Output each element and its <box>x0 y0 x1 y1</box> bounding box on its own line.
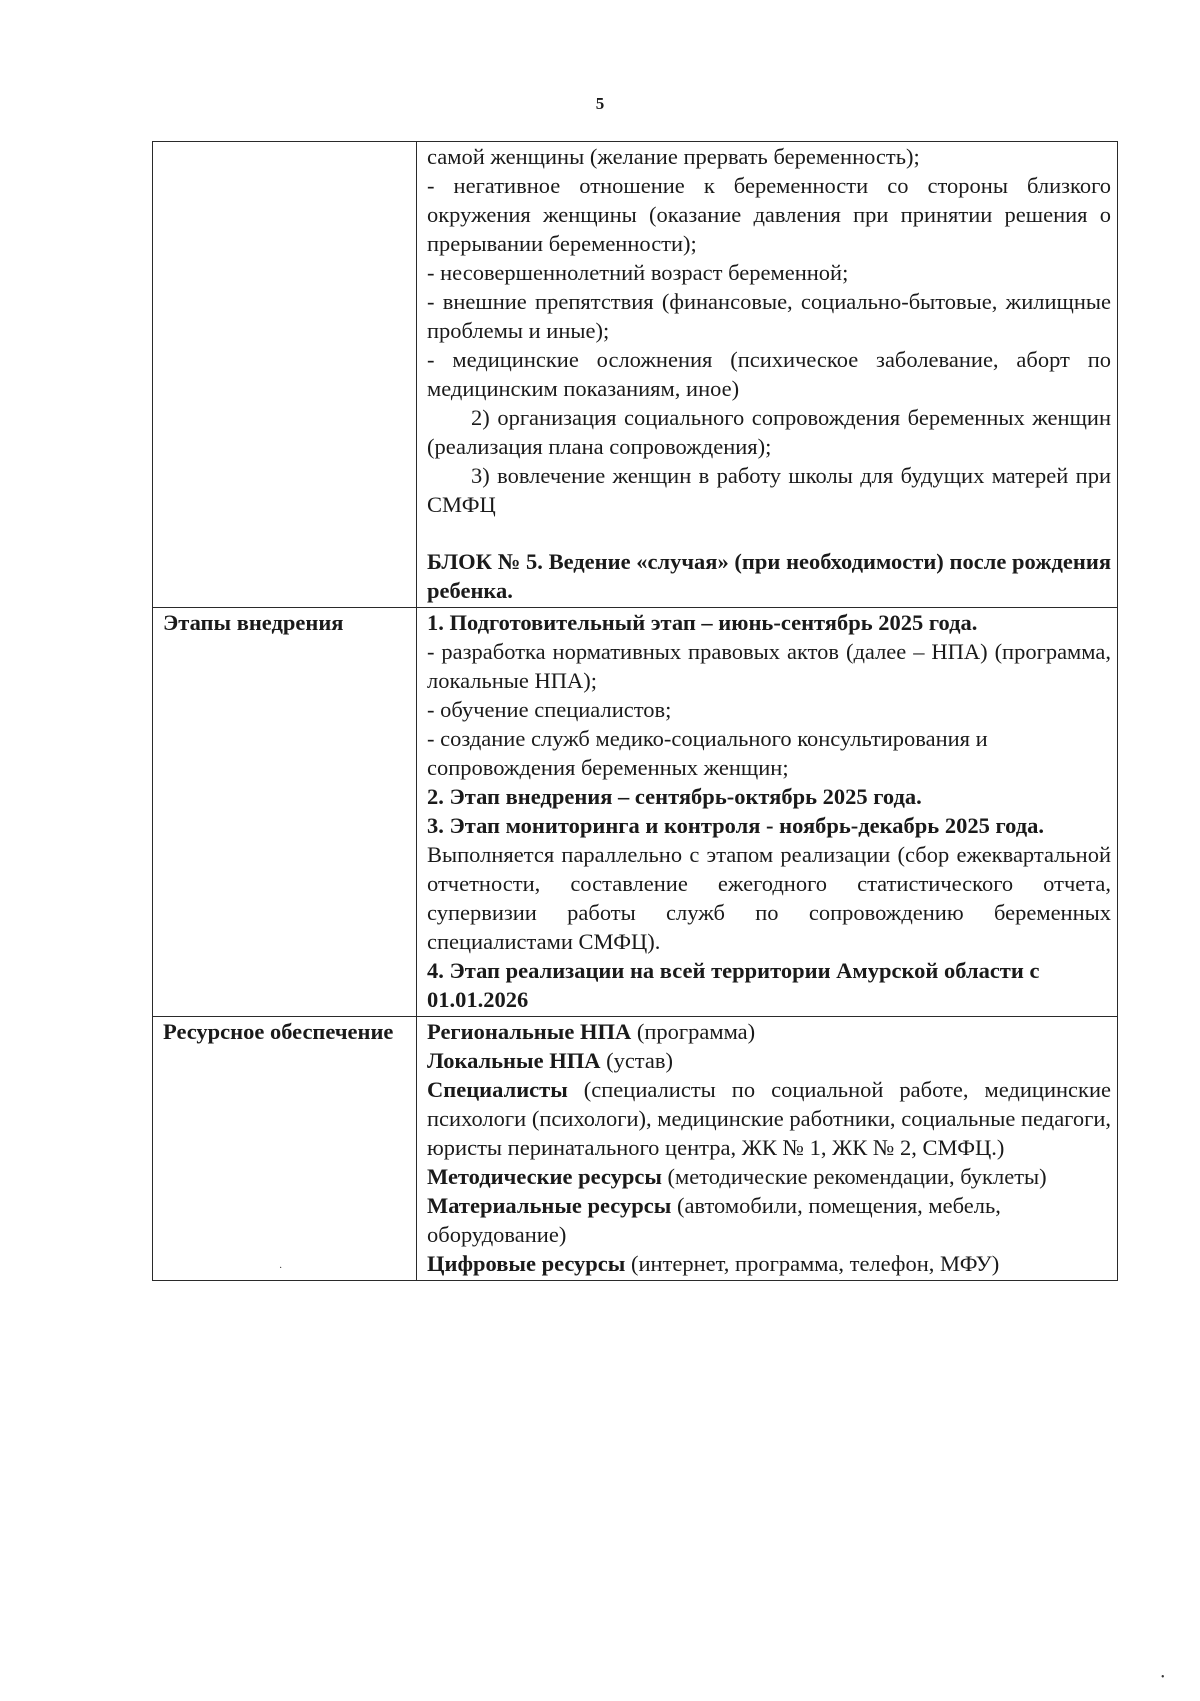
resource-item <box>427 1017 1111 1046</box>
resource-title: Материальные ресурсы <box>427 1193 672 1218</box>
resource-item <box>427 1191 1111 1249</box>
row-content-stages <box>417 608 1118 1017</box>
stage-heading: 2. Этап внедрения – сентябрь-октябрь 2025 года. <box>427 784 922 809</box>
stage-heading: 3. Этап мониторинга и контроля - ноябрь-декабрь 2025 года. <box>427 813 1044 838</box>
resource-text: (методические рекомендации, буклеты) <box>661 1164 1047 1189</box>
resource-title: Региональные НПА <box>427 1019 632 1044</box>
resource-text: (интернет, программа, телефон, МФУ) <box>625 1251 1000 1276</box>
list-item: 3) вовлечение женщин в работу школы для будущих матерей при СМФЦ <box>427 463 1111 517</box>
list-item: самой женщины (желание прервать беременность); <box>427 144 920 169</box>
document-table <box>152 141 1118 1281</box>
resource-title: Локальные НПА <box>427 1048 601 1073</box>
resource-text: (программа) <box>631 1019 756 1044</box>
list-item: - создание служб медико-социального консультирования и сопровождения беременных женщин; <box>427 726 988 780</box>
stage-heading: 1. Подготовительный этап – июнь-сентябрь 2025 года. <box>427 610 978 635</box>
list-item: - негативное отношение к беременности со стороны близкого окружения женщины (оказание давления при принятии решения о прерывании беременности); <box>427 173 1111 256</box>
resource-item <box>427 1046 1111 1075</box>
resource-item <box>427 1075 1111 1162</box>
resource-text: (автомобили, помещения, мебель, оборудование) <box>427 1193 1001 1247</box>
list-item: - внешние препятствия (финансовые, социально-бытовые, жилищные проблемы и иные); <box>427 289 1111 343</box>
table-row-resources <box>153 1017 1118 1281</box>
resource-item <box>427 1249 1111 1278</box>
stage-description: Выполняется параллельно с этапом реализации (сбор ежеквартальной отчетности, составление ежегодного статистического отчета, супервизии работы служб по сопровождению беременных специалистами СМФЦ). <box>427 842 1111 954</box>
scan-speck: • <box>1161 1672 1165 1683</box>
resource-title: Цифровые ресурсы <box>427 1251 626 1276</box>
resource-text: (устав) <box>600 1048 674 1073</box>
row-label-stages: Этапы внедрения <box>153 608 417 1017</box>
block-heading: БЛОК № 5. Ведение «случая» (при необходимости) после рождения ребенка. <box>427 549 1111 603</box>
row-label-empty <box>153 142 417 608</box>
stage-heading: 4. Этап реализации на всей территории Амурской области с 01.01.2026 <box>427 958 1040 1012</box>
table-row-stages <box>153 608 1118 1017</box>
resource-text: (специалисты по социальной работе, медицинские психологи (психологи), медицинские работники, социальные педагоги, юристы перинатального центра, ЖК № 1, ЖК № 2, СМФЦ.) <box>427 1077 1111 1160</box>
list-item: - разработка нормативных правовых актов (далее – НПА) (программа, локальные НПА); <box>427 639 1111 693</box>
list-item: - медицинские осложнения (психическое заболевание, аборт по медицинским показаниям, иное) <box>427 347 1111 401</box>
row-content-resources <box>417 1017 1118 1281</box>
scan-speck: · <box>279 1263 283 1274</box>
resource-title: Специалисты <box>427 1077 568 1102</box>
row-label-resources: Ресурсное обеспечение <box>153 1017 417 1281</box>
list-item: - обучение специалистов; <box>427 697 672 722</box>
row-content-block4 <box>417 142 1118 608</box>
list-item: 2) организация социального сопровождения беременных женщин (реализация плана сопровождения); <box>427 405 1111 459</box>
resource-item <box>427 1162 1111 1191</box>
page-number: 5 <box>595 94 605 113</box>
table-row-block4 <box>153 142 1118 608</box>
list-item: - несовершеннолетний возраст беременной; <box>427 260 849 285</box>
resource-title: Методические ресурсы <box>427 1164 662 1189</box>
